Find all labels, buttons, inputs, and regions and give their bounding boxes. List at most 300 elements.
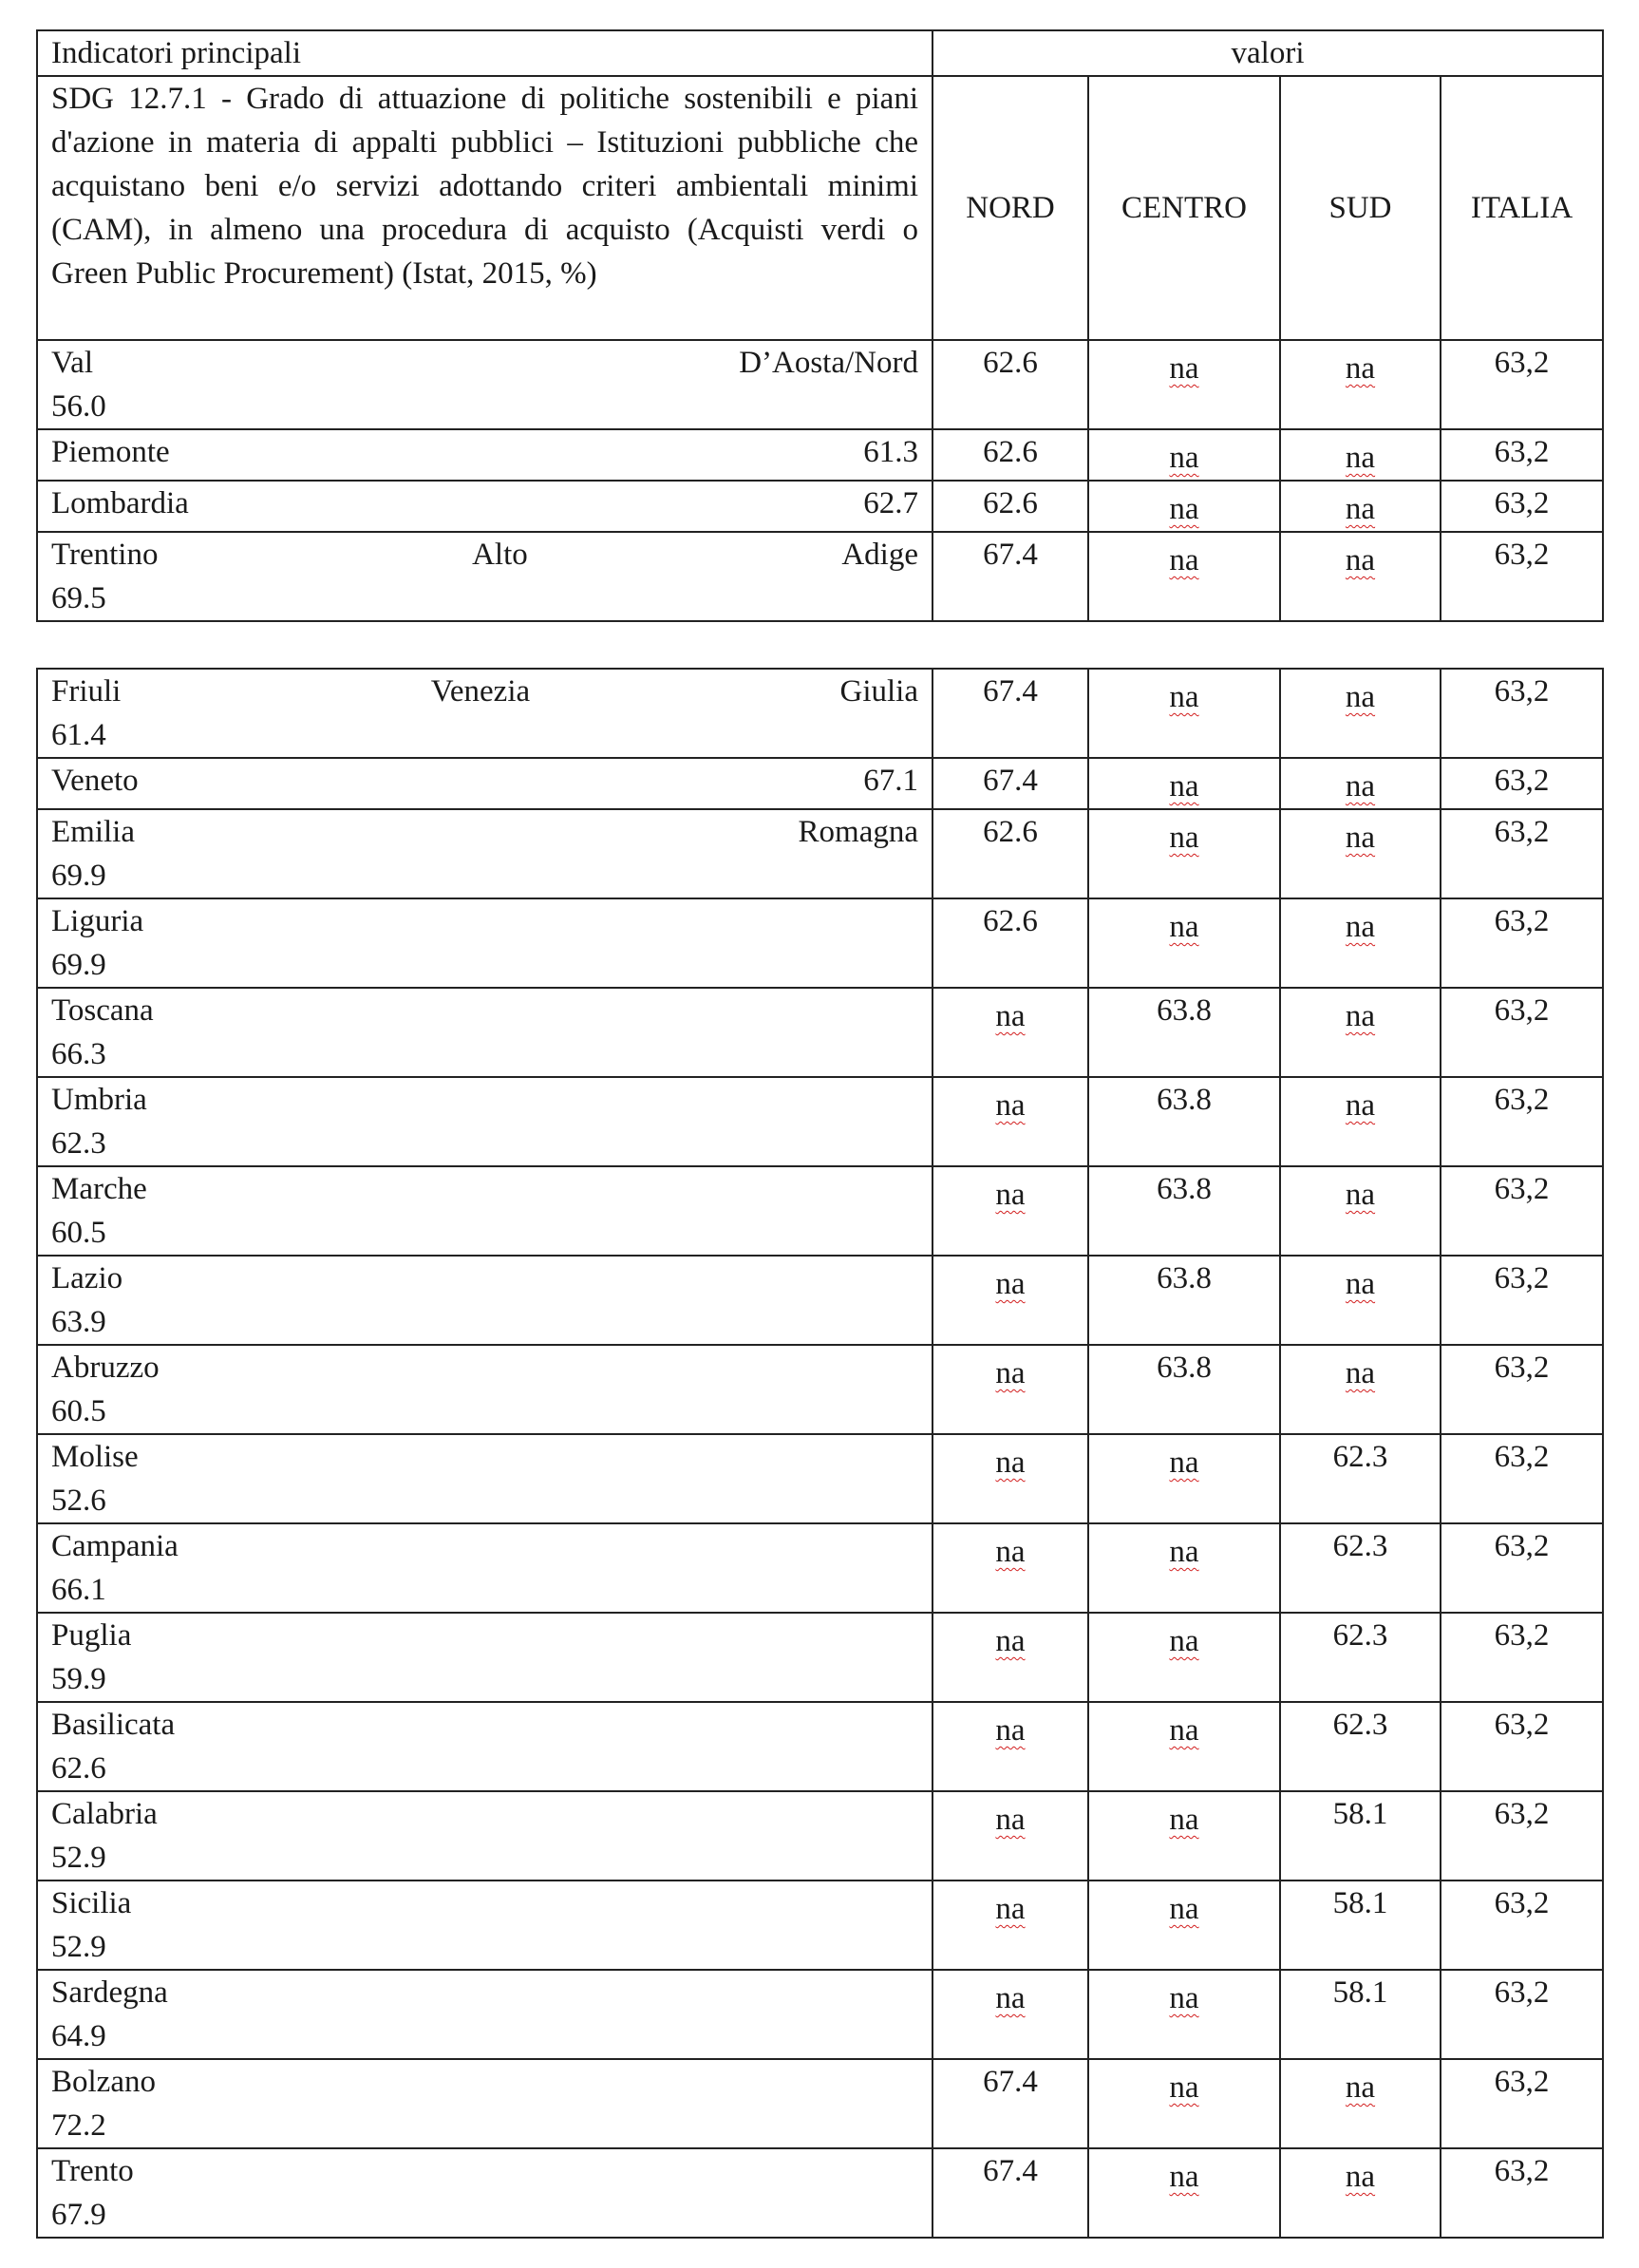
sud-value: 58.1 (1332, 1797, 1388, 1831)
region-name (51, 1167, 918, 1211)
centro-value: na (1169, 2070, 1199, 2105)
nord-value: 67.4 (983, 2065, 1038, 2099)
sud-value-cell (1280, 1256, 1441, 1345)
region-value: 52.9 (51, 1930, 106, 1964)
region-value: 62.3 (51, 1126, 106, 1161)
centro-value-cell (1088, 898, 1280, 988)
nord-value-cell (933, 1613, 1088, 1702)
italia-value: 63,2 (1494, 1172, 1550, 1206)
region-name-part: Liguria (51, 904, 144, 938)
sud-value: 62.3 (1332, 1440, 1388, 1474)
italia-value: 63,2 (1494, 486, 1550, 520)
italia-value-cell (1441, 1881, 1603, 1970)
indicator-description: SDG 12.7.1 - Grado di attuazione di politiche sostenibili e piani d'azione in materia di appalti pubblici – Istituzioni pubbliche che acquistano beni e/o servizi adottando criteri ambientali minimi (CAM), in almeno una procedura di acquisto (Acquisti verdi o Green Public Procurement) (Istat, 2015, %) (37, 76, 933, 340)
region-value: 69.9 (51, 948, 106, 982)
sud-value-cell (1280, 1702, 1441, 1791)
table-row (37, 809, 1603, 898)
italia-value-cell (1441, 1256, 1603, 1345)
sud-value: na (1345, 910, 1376, 944)
sud-value-cell (1280, 809, 1441, 898)
nord-value-cell (933, 669, 1088, 758)
nord-value-cell (933, 2059, 1088, 2148)
table-row (37, 1791, 1603, 1881)
nord-value-cell (933, 1345, 1088, 1434)
italia-value-cell (1441, 2059, 1603, 2148)
region-cell (37, 1613, 933, 1702)
region-value: 69.5 (51, 581, 106, 615)
region-name-part: Sardegna (51, 1975, 168, 2010)
region-cell (37, 1434, 933, 1523)
region-name-part: Trento (51, 2154, 134, 2188)
centro-value-cell (1088, 1434, 1280, 1523)
region-name-part: Marche (51, 1172, 147, 1206)
italia-value-cell (1441, 1791, 1603, 1881)
nord-value-cell (933, 481, 1088, 532)
nord-value: na (995, 1713, 1026, 1748)
table-row (37, 898, 1603, 988)
italia-value-cell (1441, 2148, 1603, 2238)
centro-value: na (1169, 769, 1199, 803)
column-header-sud: SUD (1280, 76, 1441, 340)
table-row (37, 1613, 1603, 1702)
region-name-part: Venezia (430, 674, 531, 709)
sud-value: na (1345, 1088, 1376, 1123)
centro-value: 63.8 (1157, 1172, 1212, 1206)
region-name-part: Lombardia (51, 486, 189, 520)
italia-value: 63,2 (1494, 346, 1550, 380)
region-value: 61.3 (863, 435, 918, 469)
region-name (51, 341, 918, 385)
centro-value: na (1169, 492, 1199, 526)
region-value: 56.0 (51, 389, 106, 424)
nord-value: na (995, 1356, 1026, 1390)
sud-value-cell (1280, 1613, 1441, 1702)
italia-value: 63,2 (1494, 815, 1550, 849)
centro-value: na (1169, 1981, 1199, 2015)
centro-value: 63.8 (1157, 993, 1212, 1028)
italia-value-cell (1441, 1077, 1603, 1166)
nord-value: 62.6 (983, 904, 1038, 938)
italia-value: 63,2 (1494, 1351, 1550, 1385)
region-name-part: Trentino (51, 538, 159, 572)
sud-value-cell (1280, 1791, 1441, 1881)
italia-value-cell (1441, 340, 1603, 429)
centro-value: na (1169, 351, 1199, 386)
italia-value: 63,2 (1494, 1261, 1550, 1295)
nord-value: na (995, 1803, 1026, 1837)
region-cell (37, 1791, 933, 1881)
region-name (51, 899, 918, 943)
sud-value-cell (1280, 1434, 1441, 1523)
italia-value: 63,2 (1494, 1440, 1550, 1474)
region-value: 69.9 (51, 859, 106, 893)
italia-value: 63,2 (1494, 1618, 1550, 1653)
sud-value-cell (1280, 1077, 1441, 1166)
region-cell (37, 758, 933, 809)
nord-value-cell (933, 1166, 1088, 1256)
nord-value: 62.6 (983, 346, 1038, 380)
italia-value: 63,2 (1494, 538, 1550, 572)
sud-value-cell (1280, 1881, 1441, 1970)
region-value: 66.3 (51, 1037, 106, 1071)
region-name (51, 1346, 918, 1389)
nord-value-cell (933, 340, 1088, 429)
sud-value-cell (1280, 1970, 1441, 2059)
nord-value-cell (933, 429, 1088, 481)
centro-value: na (1169, 543, 1199, 577)
sud-value: na (1345, 441, 1376, 475)
italia-value: 63,2 (1494, 1797, 1550, 1831)
centro-value-cell (1088, 2148, 1280, 2238)
centro-value-cell (1088, 1881, 1280, 1970)
centro-value-cell (1088, 532, 1280, 621)
region-cell (37, 2059, 933, 2148)
centro-value: na (1169, 2160, 1199, 2194)
region-name (51, 2060, 918, 2104)
centro-value: na (1169, 680, 1199, 714)
table-row (37, 1881, 1603, 1970)
nord-value: 67.4 (983, 764, 1038, 798)
region-cell (37, 429, 933, 481)
centro-value-cell (1088, 1523, 1280, 1613)
region-name-part: Basilicata (51, 1708, 176, 1742)
table-row (37, 532, 1603, 621)
region-value: 61.4 (51, 718, 106, 752)
region-cell (37, 340, 933, 429)
table-row (37, 1345, 1603, 1434)
region-name (51, 810, 918, 854)
nord-value: na (995, 1624, 1026, 1658)
table-row (37, 988, 1603, 1077)
region-name-part: Abruzzo (51, 1351, 160, 1385)
nord-value-cell (933, 1077, 1088, 1166)
sud-value-cell (1280, 988, 1441, 1077)
region-cell (37, 809, 933, 898)
italia-value-cell (1441, 1523, 1603, 1613)
sud-value: na (1345, 2160, 1376, 2194)
centro-value-cell (1088, 669, 1280, 758)
centro-value: na (1169, 1713, 1199, 1748)
italia-value: 63,2 (1494, 435, 1550, 469)
region-cell (37, 1166, 933, 1256)
centro-value-cell (1088, 1256, 1280, 1345)
italia-value: 63,2 (1494, 2154, 1550, 2188)
nord-value: 62.6 (983, 815, 1038, 849)
italia-value: 63,2 (1494, 2065, 1550, 2099)
italia-value: 63,2 (1494, 993, 1550, 1028)
italia-value-cell (1441, 898, 1603, 988)
region-cell (37, 481, 933, 532)
region-name (51, 759, 918, 803)
nord-value-cell (933, 1256, 1088, 1345)
nord-value-cell (933, 2148, 1088, 2238)
nord-value-cell (933, 1970, 1088, 2059)
region-cell (37, 1077, 933, 1166)
sud-value: na (1345, 680, 1376, 714)
sud-value: na (1345, 543, 1376, 577)
italia-value-cell (1441, 669, 1603, 758)
sud-value-cell (1280, 1345, 1441, 1434)
centro-value-cell (1088, 758, 1280, 809)
nord-value-cell (933, 1702, 1088, 1791)
region-name-part: Umbria (51, 1083, 147, 1117)
region-value: 59.9 (51, 1662, 106, 1696)
sud-value: na (1345, 492, 1376, 526)
region-name (51, 1078, 918, 1122)
region-name (51, 1435, 918, 1479)
centro-value: na (1169, 1803, 1199, 1837)
nord-value: 67.4 (983, 2154, 1038, 2188)
sud-value-cell (1280, 758, 1441, 809)
italia-value-cell (1441, 988, 1603, 1077)
region-name-part: Veneto (51, 764, 139, 798)
region-name-part: Emilia (51, 815, 135, 849)
italia-value-cell (1441, 1166, 1603, 1256)
column-header-centro: CENTRO (1088, 76, 1280, 340)
region-value: 60.5 (51, 1216, 106, 1250)
sud-value: na (1345, 2070, 1376, 2105)
nord-value-cell (933, 758, 1088, 809)
italia-value: 63,2 (1494, 1529, 1550, 1563)
table-row (37, 758, 1603, 809)
region-name-part: Alto (472, 538, 528, 572)
table-row (37, 1523, 1603, 1613)
table-row (37, 481, 1603, 532)
sud-value-cell (1280, 2059, 1441, 2148)
centro-value-cell (1088, 1345, 1280, 1434)
centro-value-cell (1088, 1166, 1280, 1256)
region-value: 62.6 (51, 1751, 106, 1786)
nord-value-cell (933, 898, 1088, 988)
nord-value: na (995, 1535, 1026, 1569)
sud-value: na (1345, 999, 1376, 1033)
region-name-part: Molise (51, 1440, 139, 1474)
region-name-part: Sicilia (51, 1886, 132, 1920)
centro-value: 63.8 (1157, 1083, 1212, 1117)
centro-value: na (1169, 1535, 1199, 1569)
centro-value-cell (1088, 809, 1280, 898)
nord-value: na (995, 1981, 1026, 2015)
region-name-part: Giulia (839, 674, 918, 709)
nord-value: na (995, 1088, 1026, 1123)
centro-value-cell (1088, 1970, 1280, 2059)
region-cell (37, 1702, 933, 1791)
region-cell (37, 2148, 933, 2238)
indicator-table-part1 (36, 29, 1604, 622)
nord-value-cell (933, 988, 1088, 1077)
centro-value-cell (1088, 481, 1280, 532)
italia-value-cell (1441, 809, 1603, 898)
centro-value-cell (1088, 2059, 1280, 2148)
region-cell (37, 1970, 933, 2059)
region-cell (37, 898, 933, 988)
centro-value-cell (1088, 1791, 1280, 1881)
nord-value: na (995, 1178, 1026, 1212)
region-value: 64.9 (51, 2019, 106, 2053)
region-value: 67.1 (863, 764, 918, 798)
sud-value: na (1345, 821, 1376, 855)
sud-value-cell (1280, 898, 1441, 988)
nord-value: 62.6 (983, 435, 1038, 469)
italia-value-cell (1441, 429, 1603, 481)
table-row (37, 2148, 1603, 2238)
italia-value: 63,2 (1494, 1975, 1550, 2010)
table-row (37, 340, 1603, 429)
centro-value-cell (1088, 1613, 1280, 1702)
sud-value: na (1345, 1178, 1376, 1212)
italia-value: 63,2 (1494, 1708, 1550, 1742)
italia-value: 63,2 (1494, 764, 1550, 798)
region-name (51, 989, 918, 1032)
italia-value-cell (1441, 1970, 1603, 2059)
table-row (37, 2059, 1603, 2148)
centro-value: na (1169, 910, 1199, 944)
sud-value: na (1345, 351, 1376, 386)
region-name (51, 1703, 918, 1747)
centro-value: na (1169, 1624, 1199, 1658)
region-value: 72.2 (51, 2108, 106, 2143)
nord-value: na (995, 1446, 1026, 1480)
region-cell (37, 669, 933, 758)
region-cell (37, 1523, 933, 1613)
region-name (51, 1257, 918, 1300)
table-row (37, 429, 1603, 481)
region-name-part: Puglia (51, 1618, 132, 1653)
centro-value: na (1169, 441, 1199, 475)
centro-value: na (1169, 821, 1199, 855)
centro-value-cell (1088, 988, 1280, 1077)
centro-value-cell (1088, 1077, 1280, 1166)
region-name-part: D’Aosta/Nord (739, 346, 918, 380)
region-cell (37, 1881, 933, 1970)
sud-value: 62.3 (1332, 1708, 1388, 1742)
sud-value: 58.1 (1332, 1886, 1388, 1920)
region-value: 52.9 (51, 1841, 106, 1875)
region-name-part: Calabria (51, 1797, 158, 1831)
centro-value: na (1169, 1892, 1199, 1926)
region-name (51, 430, 918, 474)
indicator-label-cell: Indicatori principali (37, 30, 933, 76)
values-label-cell: valori (933, 30, 1603, 76)
italia-value-cell (1441, 481, 1603, 532)
italia-value-cell (1441, 1434, 1603, 1523)
nord-value-cell (933, 1881, 1088, 1970)
sud-value: na (1345, 1267, 1376, 1301)
header-row-main (37, 76, 1603, 340)
region-value: 52.6 (51, 1484, 106, 1518)
region-name-part: Piemonte (51, 435, 170, 469)
italia-value-cell (1441, 758, 1603, 809)
sud-value-cell (1280, 669, 1441, 758)
region-name (51, 533, 918, 576)
nord-value: 67.4 (983, 674, 1038, 709)
sud-value-cell (1280, 532, 1441, 621)
column-header-nord: NORD (933, 76, 1088, 340)
table-row (37, 669, 1603, 758)
sud-value-cell (1280, 340, 1441, 429)
sud-value: 62.3 (1332, 1618, 1388, 1653)
sud-value: 62.3 (1332, 1529, 1388, 1563)
table-row (37, 1702, 1603, 1791)
italia-value-cell (1441, 1702, 1603, 1791)
italia-value: 63,2 (1494, 1083, 1550, 1117)
nord-value: na (995, 1892, 1026, 1926)
sud-value-cell (1280, 429, 1441, 481)
region-cell (37, 1256, 933, 1345)
region-value: 63.9 (51, 1305, 106, 1339)
column-header-italia: ITALIA (1441, 76, 1603, 340)
italia-value-cell (1441, 1613, 1603, 1702)
header-row-top (37, 30, 1603, 76)
indicator-table-part2 (36, 668, 1604, 2239)
region-name (51, 1524, 918, 1568)
nord-value: 62.6 (983, 486, 1038, 520)
region-name-part: Bolzano (51, 2065, 156, 2099)
region-cell (37, 988, 933, 1077)
centro-value: 63.8 (1157, 1261, 1212, 1295)
region-value: 60.5 (51, 1394, 106, 1428)
italia-value: 63,2 (1494, 1886, 1550, 1920)
region-cell (37, 1345, 933, 1434)
region-value: 67.9 (51, 2198, 106, 2232)
region-name-part: Val (51, 346, 93, 380)
table-row (37, 1970, 1603, 2059)
centro-value-cell (1088, 340, 1280, 429)
nord-value-cell (933, 809, 1088, 898)
region-name-part: Lazio (51, 1261, 123, 1295)
sud-value: 58.1 (1332, 1975, 1388, 2010)
region-name (51, 1881, 918, 1925)
nord-value-cell (933, 1523, 1088, 1613)
centro-value: na (1169, 1446, 1199, 1480)
region-value: 62.7 (863, 486, 918, 520)
nord-value-cell (933, 532, 1088, 621)
sud-value-cell (1280, 1523, 1441, 1613)
table-row (37, 1256, 1603, 1345)
nord-value-cell (933, 1434, 1088, 1523)
sud-value-cell (1280, 1166, 1441, 1256)
region-name-part: Romagna (798, 815, 918, 849)
region-name-part: Campania (51, 1529, 179, 1563)
table-row (37, 1166, 1603, 1256)
italia-value: 63,2 (1494, 904, 1550, 938)
sud-value-cell (1280, 2148, 1441, 2238)
sud-value: na (1345, 1356, 1376, 1390)
nord-value: na (995, 1267, 1026, 1301)
table-row (37, 1077, 1603, 1166)
nord-value: na (995, 999, 1026, 1033)
region-name (51, 1792, 918, 1836)
italia-value-cell (1441, 1345, 1603, 1434)
region-cell (37, 532, 933, 621)
region-name (51, 1614, 918, 1657)
centro-value: 63.8 (1157, 1351, 1212, 1385)
region-name (51, 1971, 918, 2014)
italia-value: 63,2 (1494, 674, 1550, 709)
region-name-part: Friuli (51, 674, 122, 709)
region-value: 66.1 (51, 1573, 106, 1607)
nord-value-cell (933, 1791, 1088, 1881)
centro-value-cell (1088, 1702, 1280, 1791)
region-name (51, 670, 918, 713)
table-row (37, 1434, 1603, 1523)
nord-value: 67.4 (983, 538, 1038, 572)
italia-value-cell (1441, 532, 1603, 621)
region-name-part: Toscana (51, 993, 154, 1028)
sud-value-cell (1280, 481, 1441, 532)
region-name (51, 482, 918, 525)
centro-value-cell (1088, 429, 1280, 481)
